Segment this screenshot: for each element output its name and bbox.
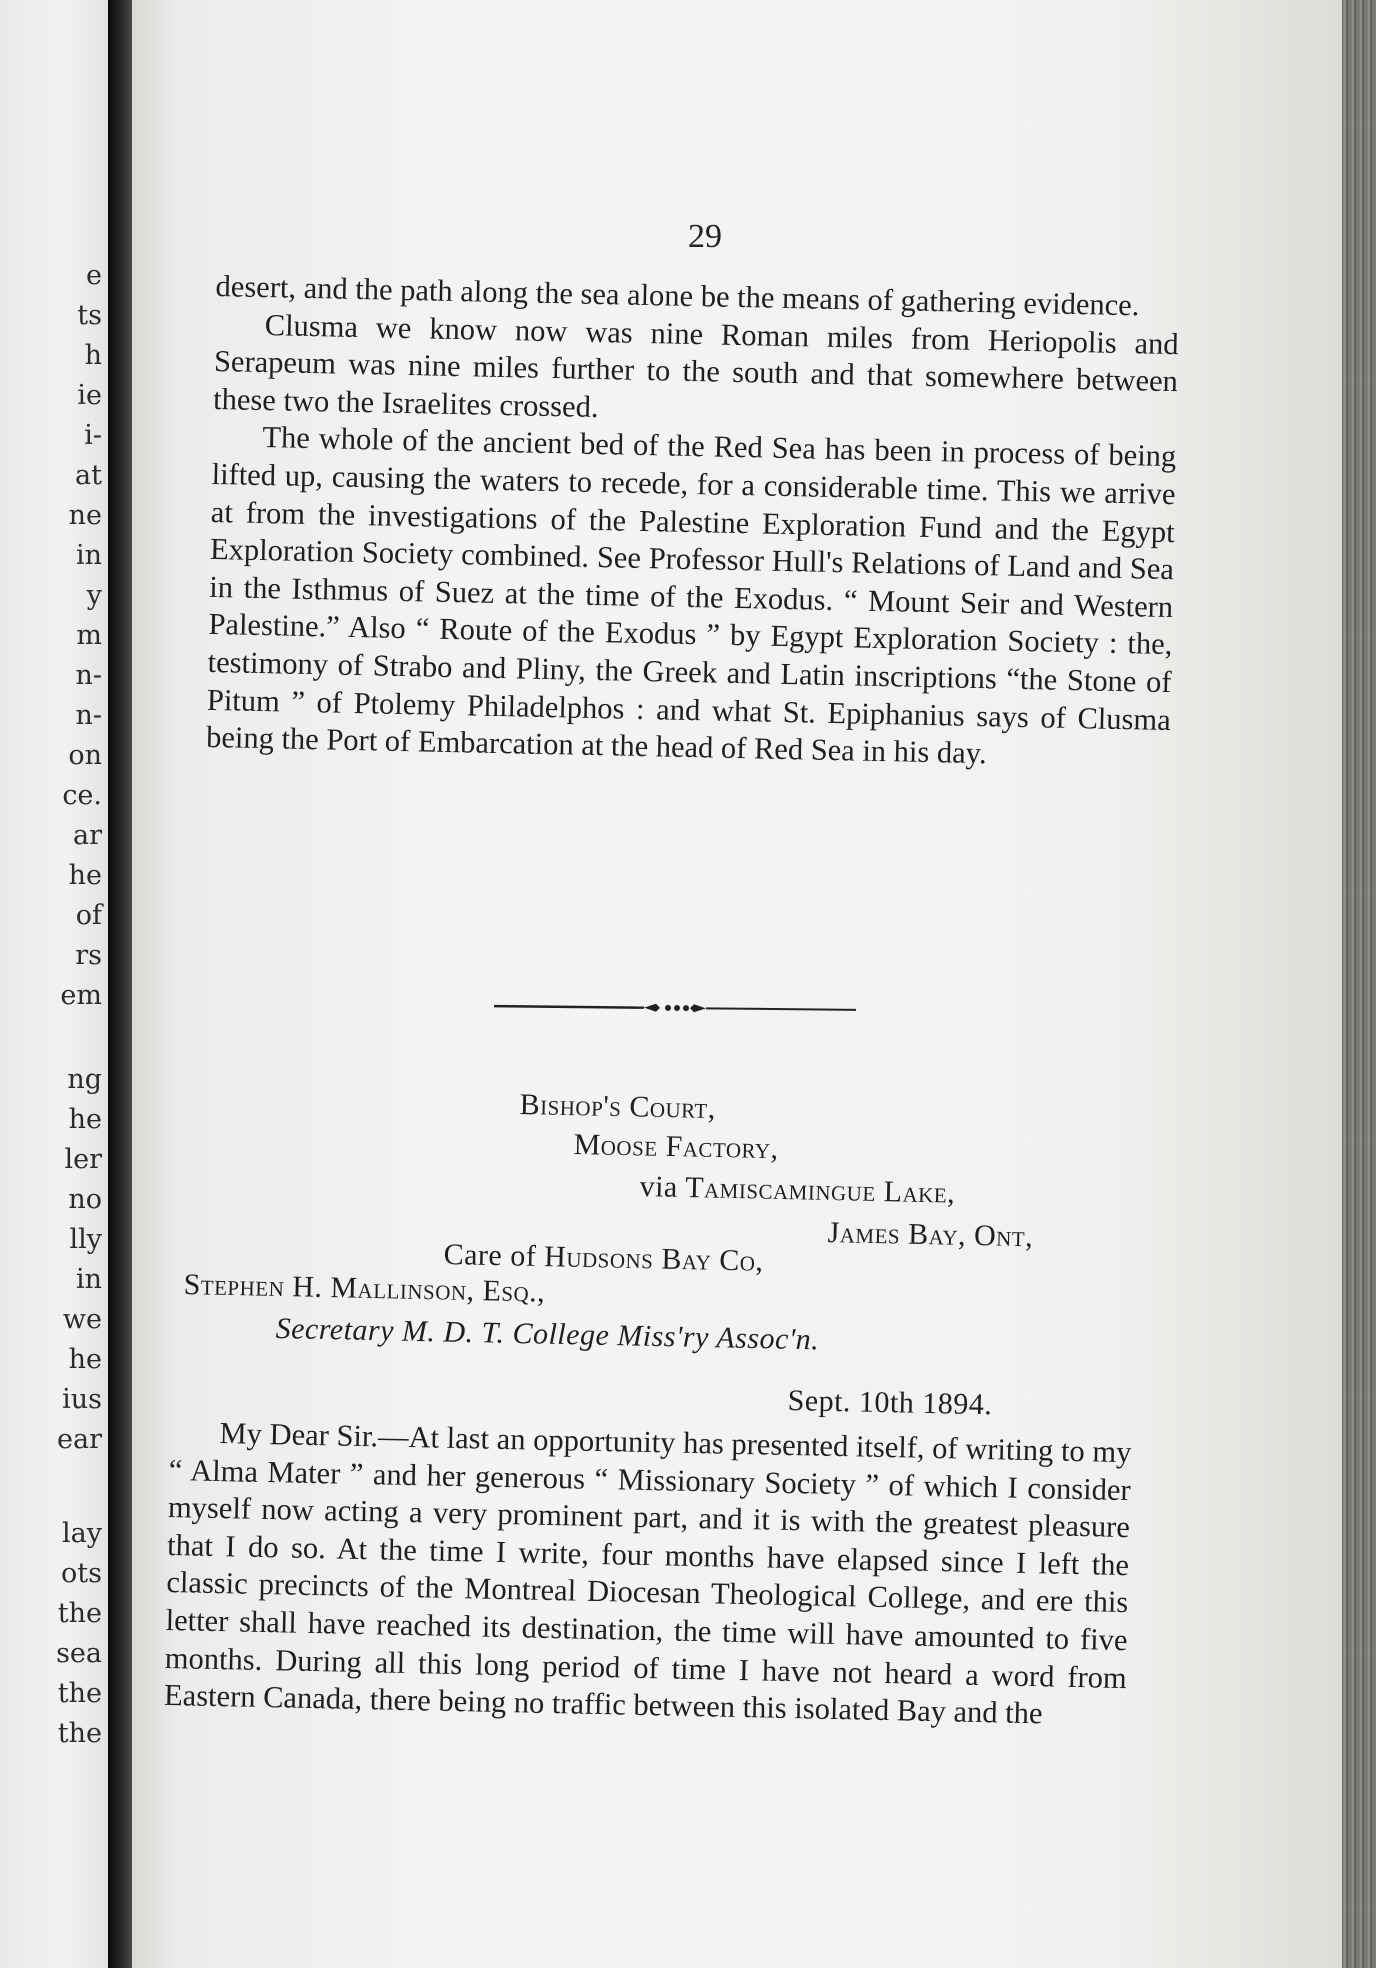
left-page-text-fragment: e bbox=[86, 260, 102, 291]
left-page-text-fragment: in bbox=[75, 1264, 102, 1295]
left-page-text-fragment: lay bbox=[62, 1518, 102, 1549]
left-page-text-fragment: ng bbox=[67, 1064, 102, 1095]
address-line-3 bbox=[639, 1170, 955, 1211]
left-page-text-fragment: h bbox=[84, 340, 102, 371]
address-line-1: Bishop's Court, bbox=[519, 1088, 717, 1126]
left-page-text-fragment: sea bbox=[56, 1638, 102, 1669]
address-via: via bbox=[639, 1170, 679, 1204]
left-page-text-fragment: on bbox=[68, 740, 102, 771]
letter-body-block bbox=[164, 1414, 1132, 1735]
left-page-text-fragment: the bbox=[57, 1718, 102, 1749]
letter-date-text: Sept. 10th 1894. bbox=[787, 1384, 993, 1422]
left-page-text-fragment: m bbox=[76, 620, 102, 651]
care-of-company: Hudsons Bay Co, bbox=[543, 1240, 764, 1278]
left-page-text-fragment: ots bbox=[61, 1558, 102, 1589]
left-page-text-fragment: at bbox=[75, 460, 102, 491]
left-page-text-fragment: in bbox=[75, 540, 102, 571]
book-gutter bbox=[108, 0, 132, 1968]
left-page-text-fragment: ce. bbox=[62, 780, 102, 811]
address-line-2: Moose Factory, bbox=[573, 1128, 779, 1166]
page-edges bbox=[1342, 0, 1376, 1968]
left-page-text-fragment: ts bbox=[77, 300, 102, 331]
left-page-text-fragment: the bbox=[57, 1598, 102, 1629]
left-page-text-fragment: the bbox=[57, 1678, 102, 1709]
address-lake: Tamiscamingue Lake, bbox=[684, 1170, 956, 1210]
recipient-title-text: Secretary M. D. T. College Miss'ry Assoc'n. bbox=[275, 1312, 820, 1357]
left-page-text-fragment: ne bbox=[68, 500, 102, 531]
paragraph-red-sea: The whole of the ancient bed of the Red Sea has been in process of being lifted up, causing the waters to recede, for a considerable time. This we arrive at from the investigations of the Palestine Exploration Fund and the Egypt Exploration Society combined. See Professor Hull's Relations of Land and Sea in the Isthmus of Suez at the time of the Exodus. “ Mount Seir and Western Palestine.” Also “ Route of the Exodus ” by Egypt Exploration Society : the, testimony of Strabo and Pliny, the Greek and Latin inscriptions “the Stone of Pitum ” of Ptolemy Philadelphos : and what St. Epiphanius says of Clusma being the Port of Embarcation at the head of Red Sea in his day. bbox=[205, 420, 1177, 771]
section-divider-ornament bbox=[494, 994, 856, 1022]
opening-text-block bbox=[206, 268, 1180, 777]
left-page-text-fragment: lly bbox=[69, 1224, 102, 1255]
left-page-text-fragment: he bbox=[68, 1344, 102, 1375]
left-page-text-fragment: rs bbox=[75, 940, 102, 971]
left-page-text-fragment: i- bbox=[84, 420, 102, 451]
left-page-text-fragment: he bbox=[68, 1104, 102, 1135]
left-page-text-fragment: we bbox=[62, 1304, 102, 1335]
letter-date bbox=[787, 1384, 992, 1422]
left-page-text-fragment: y bbox=[86, 580, 102, 611]
left-page-text-fragment: of bbox=[75, 900, 102, 931]
recipient-name: Stephen H. Mallinson, Esq., bbox=[183, 1268, 546, 1309]
left-page-text-fragment: ar bbox=[72, 820, 102, 851]
left-page-text-fragment: he bbox=[68, 860, 102, 891]
left-page-text-fragment: ie bbox=[77, 380, 102, 411]
left-page-text-fragment: ear bbox=[57, 1424, 102, 1455]
care-of-prefix: Care of bbox=[443, 1238, 537, 1273]
address-line-4: James Bay, Ont, bbox=[827, 1216, 1034, 1254]
left-page-text-fragment: ius bbox=[62, 1384, 102, 1415]
left-page-text-fragment: em bbox=[60, 980, 102, 1011]
page-number: 29 bbox=[688, 218, 722, 255]
paragraph-clusma: Clusma we know now was nine Roman miles from Heriopolis and Serapeum was nine miles further to the south and that somewhere between these two the Israelites crossed. bbox=[212, 307, 1179, 424]
left-page-text-fragment: ler bbox=[64, 1144, 102, 1175]
paragraph-continuation: desert, and the path along the sea alone be the means of gathering evidence. bbox=[215, 268, 1140, 323]
left-page-text-fragment: no bbox=[68, 1184, 102, 1215]
left-page-text-fragment: n- bbox=[75, 700, 102, 731]
left-page-text-fragment: n- bbox=[75, 660, 102, 691]
care-of-line bbox=[443, 1238, 764, 1279]
letter-body: My Dear Sir.—At last an opportunity has presented itself, of writing to my “ Alma Mater ” and her generous “ Missionary Society ” of which I consider myself now acting a very prominent part, and it is with the greatest pleasure that I do so. At the time I write, four months have elapsed since I left the classic precincts of the Montreal Diocesan Theological College, and ere this letter shall have reached its destination, the time will have amounted to five months. During all this long period of time I have not heard a word from Eastern Canada, there being no traffic between this isolated Bay and the bbox=[163, 1416, 1132, 1731]
left-page-fragment bbox=[0, 0, 108, 1968]
